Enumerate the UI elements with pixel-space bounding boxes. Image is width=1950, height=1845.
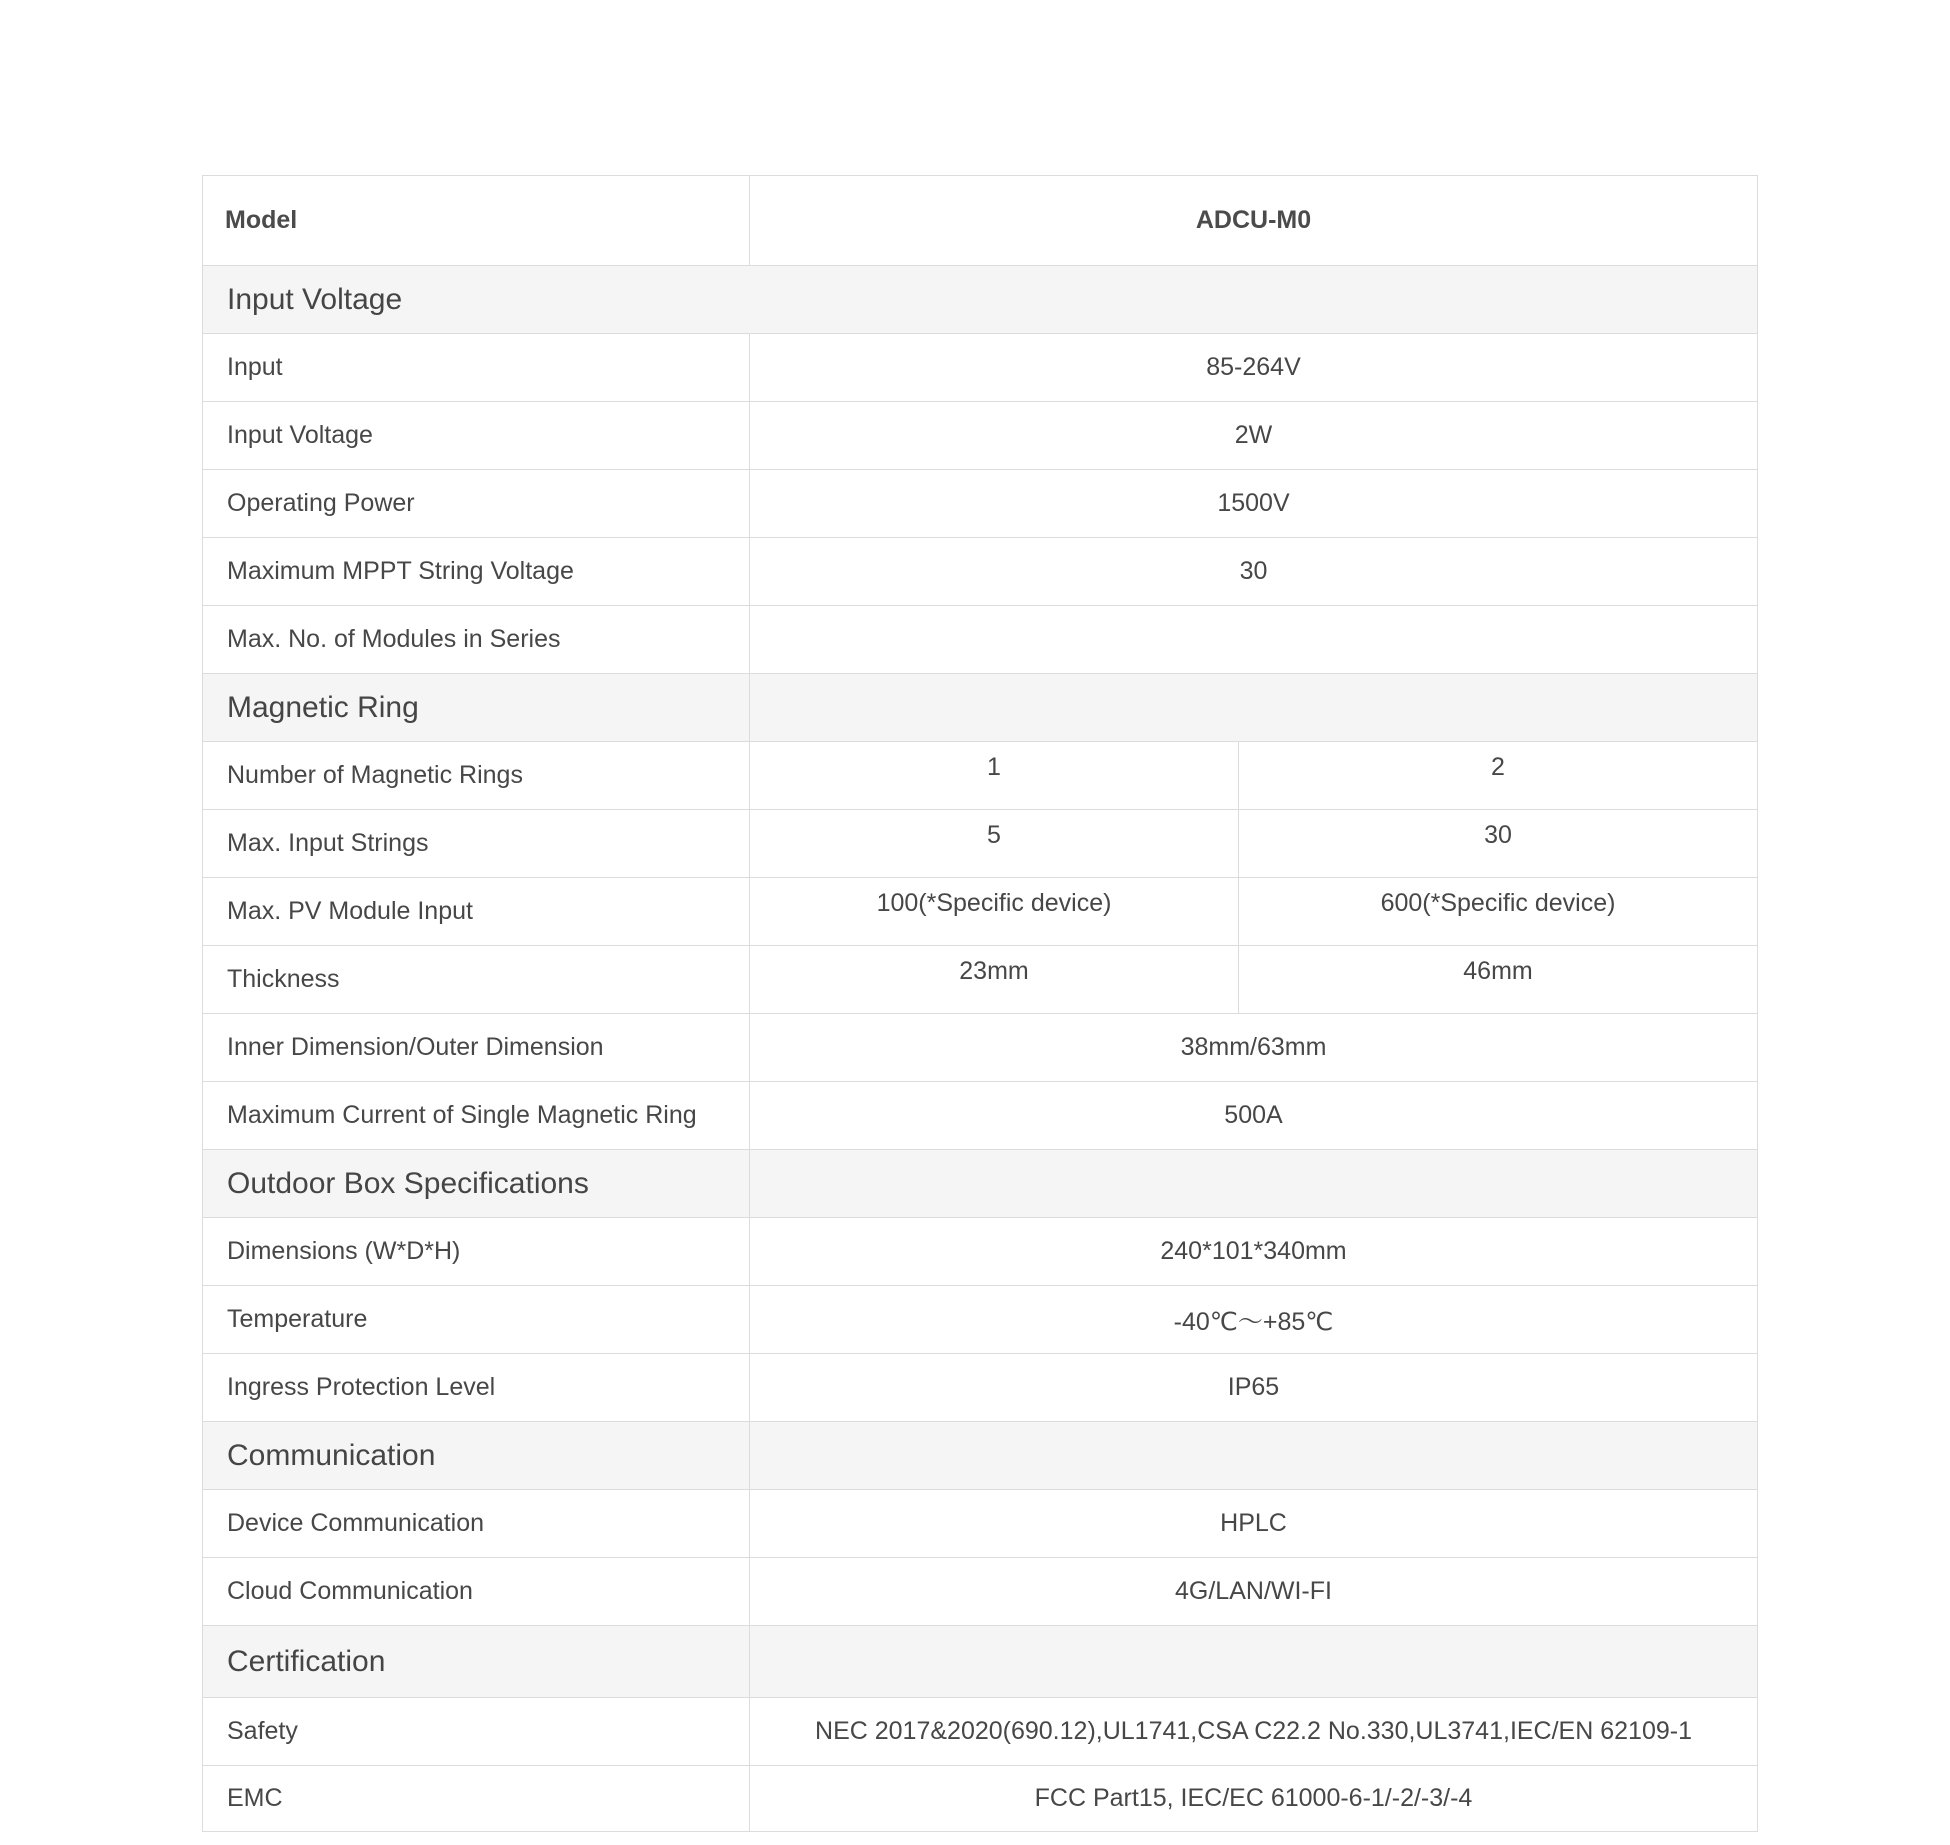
row-label: Dimensions (W*D*H) [203, 1218, 750, 1286]
model-row [203, 176, 1758, 266]
table-row [203, 1766, 1758, 1832]
row-label: Maximum Current of Single Magnetic Ring [203, 1082, 750, 1150]
section-header-blank [750, 674, 1758, 742]
row-label: Cloud Communication [203, 1558, 750, 1626]
row-value-2: 2 [1239, 742, 1758, 810]
table-row [203, 1286, 1758, 1354]
table-row [203, 1082, 1758, 1150]
row-label: Input [203, 334, 750, 402]
section-title: Certification [203, 1626, 750, 1698]
row-value: 2W [750, 402, 1758, 470]
row-value: 240*101*340mm [750, 1218, 1758, 1286]
row-value: 4G/LAN/WI-FI [750, 1558, 1758, 1626]
table-row [203, 470, 1758, 538]
table-row [203, 1558, 1758, 1626]
row-label: Number of Magnetic Rings [203, 742, 750, 810]
table-row [203, 1014, 1758, 1082]
row-label: Input Voltage [203, 402, 750, 470]
row-label: Thickness [203, 946, 750, 1014]
row-label: Safety [203, 1698, 750, 1766]
row-value: NEC 2017&2020(690.12),UL1741,CSA C22.2 No.330,UL3741,IEC/EN 62109-1 [750, 1698, 1758, 1766]
row-label: Temperature [203, 1286, 750, 1354]
section-title: Input Voltage [203, 266, 1758, 334]
row-label: Operating Power [203, 470, 750, 538]
section-header-magnetic-ring [203, 674, 1758, 742]
model-label: Model [203, 176, 750, 266]
section-header-blank [750, 1150, 1758, 1218]
table-row [203, 1490, 1758, 1558]
table-row [203, 1354, 1758, 1422]
row-label: Inner Dimension/Outer Dimension [203, 1014, 750, 1082]
row-value: FCC Part15, IEC/EC 61000-6-1/-2/-3/-4 [750, 1766, 1758, 1832]
row-label: Device Communication [203, 1490, 750, 1558]
table-row [203, 606, 1758, 674]
row-label: EMC [203, 1766, 750, 1832]
row-value: 85-264V [750, 334, 1758, 402]
row-value-1: 23mm [750, 946, 1239, 1014]
row-value-2: 600(*Specific device) [1239, 878, 1758, 946]
row-label: Ingress Protection Level [203, 1354, 750, 1422]
row-label: Max. No. of Modules in Series [203, 606, 750, 674]
section-header-blank [750, 1422, 1758, 1490]
table-row [203, 878, 1758, 946]
section-header-blank [750, 1626, 1758, 1698]
table-row [203, 946, 1758, 1014]
row-value-2: 46mm [1239, 946, 1758, 1014]
table-row [203, 402, 1758, 470]
row-value: IP65 [750, 1354, 1758, 1422]
row-value-1: 100(*Specific device) [750, 878, 1239, 946]
table-row [203, 810, 1758, 878]
section-header-outdoor-box [203, 1150, 1758, 1218]
row-value: HPLC [750, 1490, 1758, 1558]
table-row [203, 1218, 1758, 1286]
model-value: ADCU-M0 [750, 176, 1758, 266]
row-label: Max. PV Module Input [203, 878, 750, 946]
table-row [203, 1698, 1758, 1766]
row-value-1: 5 [750, 810, 1239, 878]
row-value-2: 30 [1239, 810, 1758, 878]
row-label: Maximum MPPT String Voltage [203, 538, 750, 606]
section-title: Communication [203, 1422, 750, 1490]
row-value: 1500V [750, 470, 1758, 538]
row-value: 500A [750, 1082, 1758, 1150]
section-header-communication [203, 1422, 1758, 1490]
table-row [203, 742, 1758, 810]
table-row [203, 334, 1758, 402]
row-value: 30 [750, 538, 1758, 606]
section-header-certification [203, 1626, 1758, 1698]
section-title: Magnetic Ring [203, 674, 750, 742]
spec-table [202, 175, 1758, 1832]
row-value-1: 1 [750, 742, 1239, 810]
row-value: 38mm/63mm [750, 1014, 1758, 1082]
row-label: Max. Input Strings [203, 810, 750, 878]
row-value: -40℃～+85℃ [750, 1286, 1758, 1354]
table-row [203, 538, 1758, 606]
section-header-input-voltage [203, 266, 1758, 334]
section-title: Outdoor Box Specifications [203, 1150, 750, 1218]
row-value [750, 606, 1758, 674]
